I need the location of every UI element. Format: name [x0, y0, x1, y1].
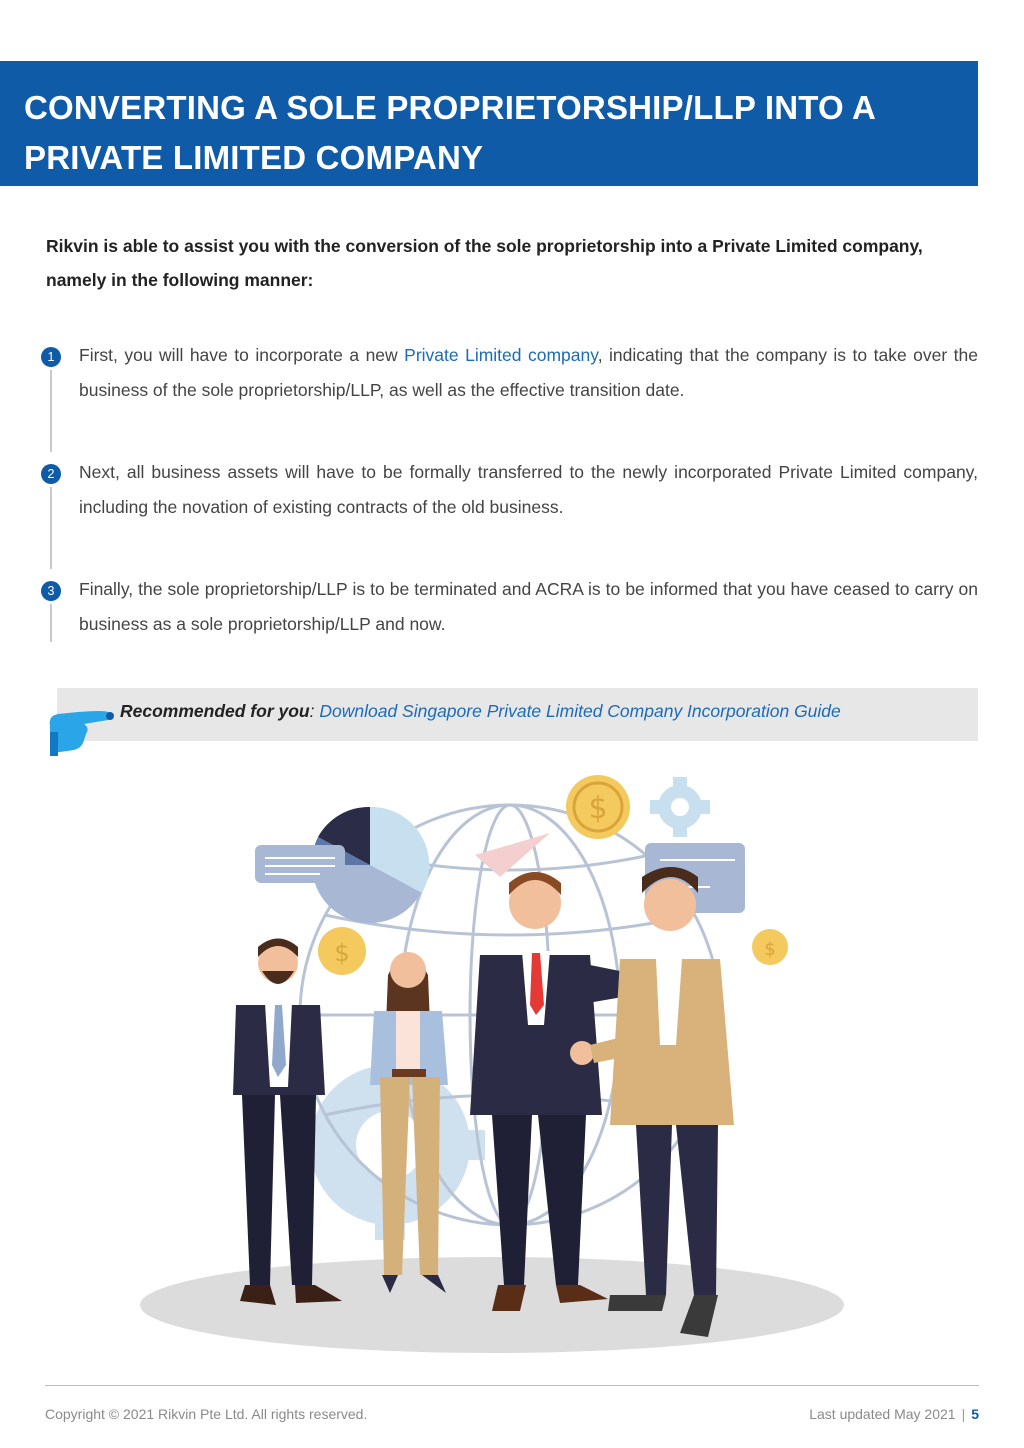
footer-copyright: Copyright © 2021 Rikvin Pte Ltd. All rights reserved. — [45, 1406, 368, 1422]
small-gear-icon — [650, 777, 710, 837]
business-handshake-illustration — [120, 765, 880, 1365]
title-banner — [0, 61, 978, 186]
coin-icon — [752, 929, 788, 965]
footer-meta — [809, 1406, 979, 1422]
step-text: First, you will have to incorporate a new Private Limited company, indicating that the company is to take over the business of the sole proprietorship/LLP, as well as the effective transition date. — [79, 345, 979, 400]
step-connector-line — [50, 487, 52, 569]
page-number: 5 — [971, 1406, 979, 1422]
svg-text:$: $ — [334, 939, 350, 967]
svg-text:$: $ — [588, 791, 608, 826]
last-updated: Last updated May 2021 — [809, 1406, 956, 1422]
step-number-badge: 3 — [41, 581, 61, 601]
step-text: Finally, the sole proprietorship/LLP is to be terminated and ACRA is to be informed that you have ceased to carry on business as a sole proprietorship/LLP and now. — [79, 579, 978, 634]
footer-separator: | — [961, 1406, 966, 1422]
footer-divider — [45, 1385, 979, 1386]
recommended-text: Recommended for you: Download Singapore Private Limited Company Incorporation Guide — [120, 701, 841, 721]
download-guide-link[interactable]: Download Singapore Private Limited Company Incorporation Guide — [319, 701, 841, 721]
recommended-label: Recommended for you — [120, 701, 310, 721]
floor-shadow — [140, 1257, 844, 1353]
pointing-hand-icon — [44, 696, 116, 758]
svg-text:$: $ — [764, 939, 776, 960]
recommended-box — [57, 688, 978, 741]
step-number-badge: 1 — [41, 347, 61, 367]
coin-icon — [318, 927, 366, 975]
intro-paragraph: Rikvin is able to assist you with the conversion of the sole proprietorship into a Private Limited company, namely in the following manner: — [46, 236, 923, 290]
step-connector-line — [50, 604, 52, 642]
step-connector-line — [50, 370, 52, 452]
step-number-badge: 2 — [41, 464, 61, 484]
coin-icon — [566, 775, 630, 839]
private-limited-company-link[interactable]: Private Limited company — [404, 345, 598, 365]
page-title: CONVERTING A SOLE PROPRIETORSHIP/LLP INTO A PRIVATE LIMITED COMPANY — [24, 89, 875, 176]
speech-bubble-icon — [255, 845, 345, 883]
step-text: Next, all business assets will have to be formally transferred to the newly incorporated Private Limited company, including the novation of existing contracts of the old business. — [79, 462, 978, 517]
